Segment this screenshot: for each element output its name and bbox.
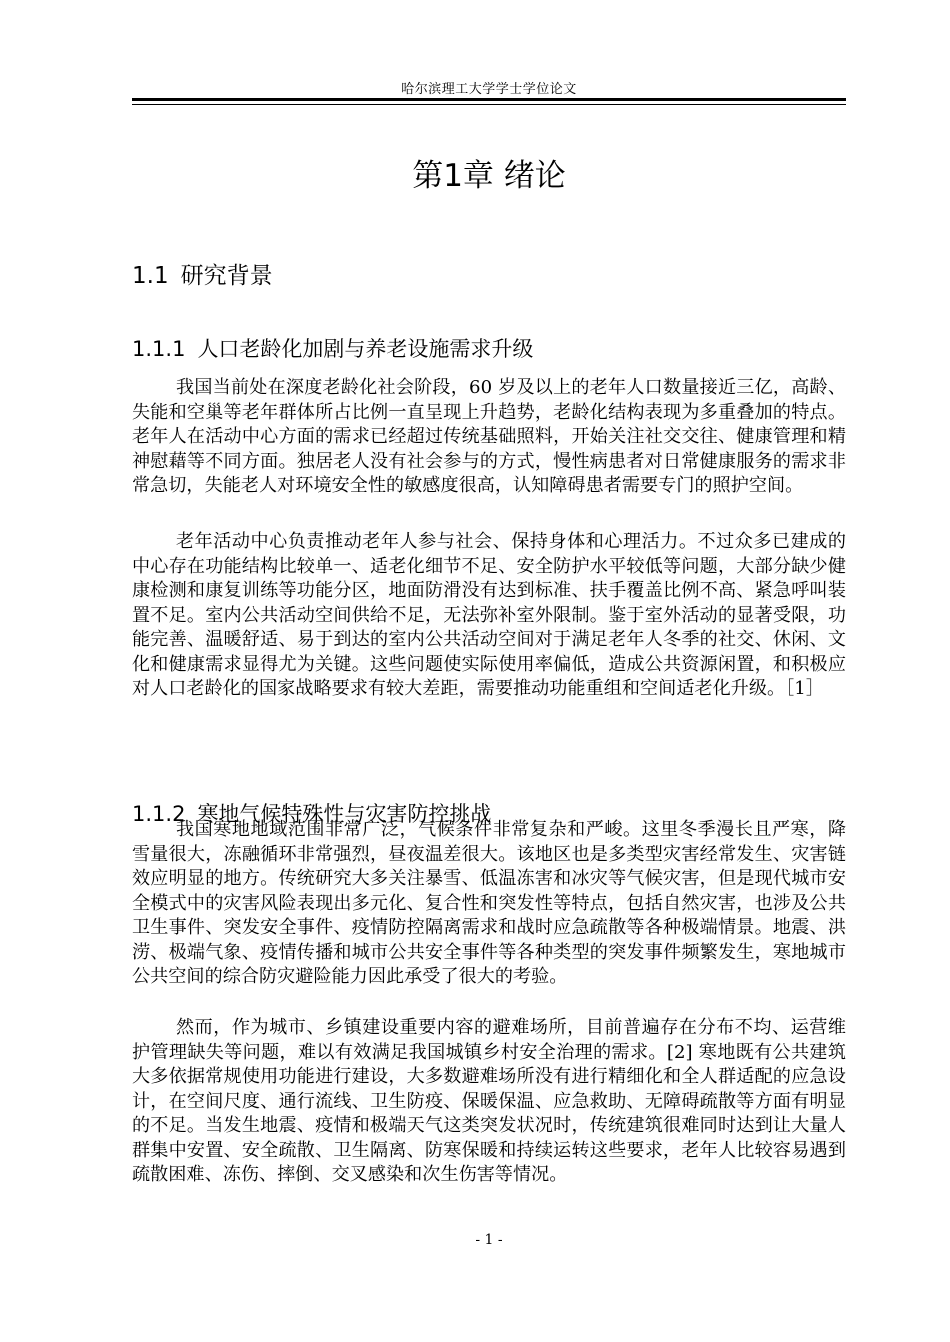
subsection-title: 寒地气候特殊性与灾害防控挑战: [197, 802, 492, 826]
subsection-number: 1.1.1: [132, 337, 186, 361]
chapter-title: 第1章 绪论: [412, 158, 566, 194]
paragraph: 我国寒地地域范围非常广泛，气候条件非常复杂和严峻。这里冬季漫长且严寒，降雪量很大，冻融循环非常强烈，昼夜温差很大。该地区也是多类型灾害经常发生、灾害链效应明显的地方。传统研究大多关注暴雪、低温冻害和冰灾等气候灾害，但是现代城市安全模式中的灾害风险表现出多元化、复合性和突发性等特点，包括自然灾害，也涉及公共卫生事件、突发安全事件、疫情防控隔离需求和战时应急疏散等各种极端情景。地震、洪涝、极端气象、疫情传播和城市公共安全事件等各种类型的突发事件频繁发生，寒地城市公共空间的综合防灾避险能力因此承受了很大的考验。: [132, 819, 846, 987]
section-number: 1.1: [132, 263, 169, 289]
section-heading: [132, 257, 273, 290]
paragraph: 然而，作为城市、乡镇建设重要内容的避难场所，目前普遍存在分布不均、运营维护管理缺失等问题，难以有效满足我国城镇乡村安全治理的需求。[2] 寒地既有公共建筑大多依据常规使用功能进行建设，大多数避难场所没有进行精细化和全人群适配的应急设计，在空间尺度、通行流线、卫生防疫、保暖保温、应急救助、无障碍疏散等方面有明显的不足。当发生地震、疫情和极端天气这类突发状况时，传统建筑很难同时达到让大量人群集中安置、安全疏散、卫生隔离、防寒保暖和持续运转这些要求，老年人比较容易遇到疏散困难、冻伤、摔倒、交叉感染和次生伤害等情况。: [132, 1017, 846, 1185]
section-title: 研究背景: [180, 263, 273, 289]
running-header: 哈尔滨理工大学学士学位论文: [401, 82, 577, 97]
subsection-number: 1.1.2: [132, 802, 186, 826]
paragraph: 老年活动中心负责推动老年人参与社会、保持身体和心理活力。不过众多已建成的中心存在功能结构比较单一、适老化细节不足、安全防护水平较低等问题，大部分缺少健康检测和康复训练等功能分区，地面防滑没有达到标准、扶手覆盖比例不高、紧急呼叫装置不足。室内公共活动空间供给不足，无法弥补室外限制。鉴于室外活动的显著受限，功能完善、温暖舒适、易于到达的室内公共活动空间对于满足老年人冬季的社交、休闲、文化和健康需求显得尤为关键。这些问题使实际使用率偏低，造成公共资源闲置，和积极应对人口老龄化的国家战略要求有较大差距，需要推动功能重组和空间适老化升级。［1］: [132, 531, 846, 699]
header-rule-thick: [132, 98, 846, 101]
subsection-heading: [132, 333, 533, 363]
page-number: - 1 -: [475, 1232, 503, 1248]
paragraph: 我国当前处在深度老龄化社会阶段，60 岁及以上的老年人口数量接近三亿，高龄、失能和空巢等老年群体所占比例一直呈现上升趋势，老龄化结构表现为多重叠加的特点。老年人在活动中心方面的需求已经超过传统基础照料，开始关注社交交往、健康管理和精神慰藉等不同方面。独居老人没有社会参与的方式，慢性病患者对日常健康服务的需求非常急切，失能老人对环境安全性的敏感度很高，认知障碍患者需要专门的照护空间。: [132, 377, 846, 496]
header-rule-thin: [132, 104, 846, 105]
subsection-title: 人口老龄化加剧与养老设施需求升级: [197, 337, 534, 361]
